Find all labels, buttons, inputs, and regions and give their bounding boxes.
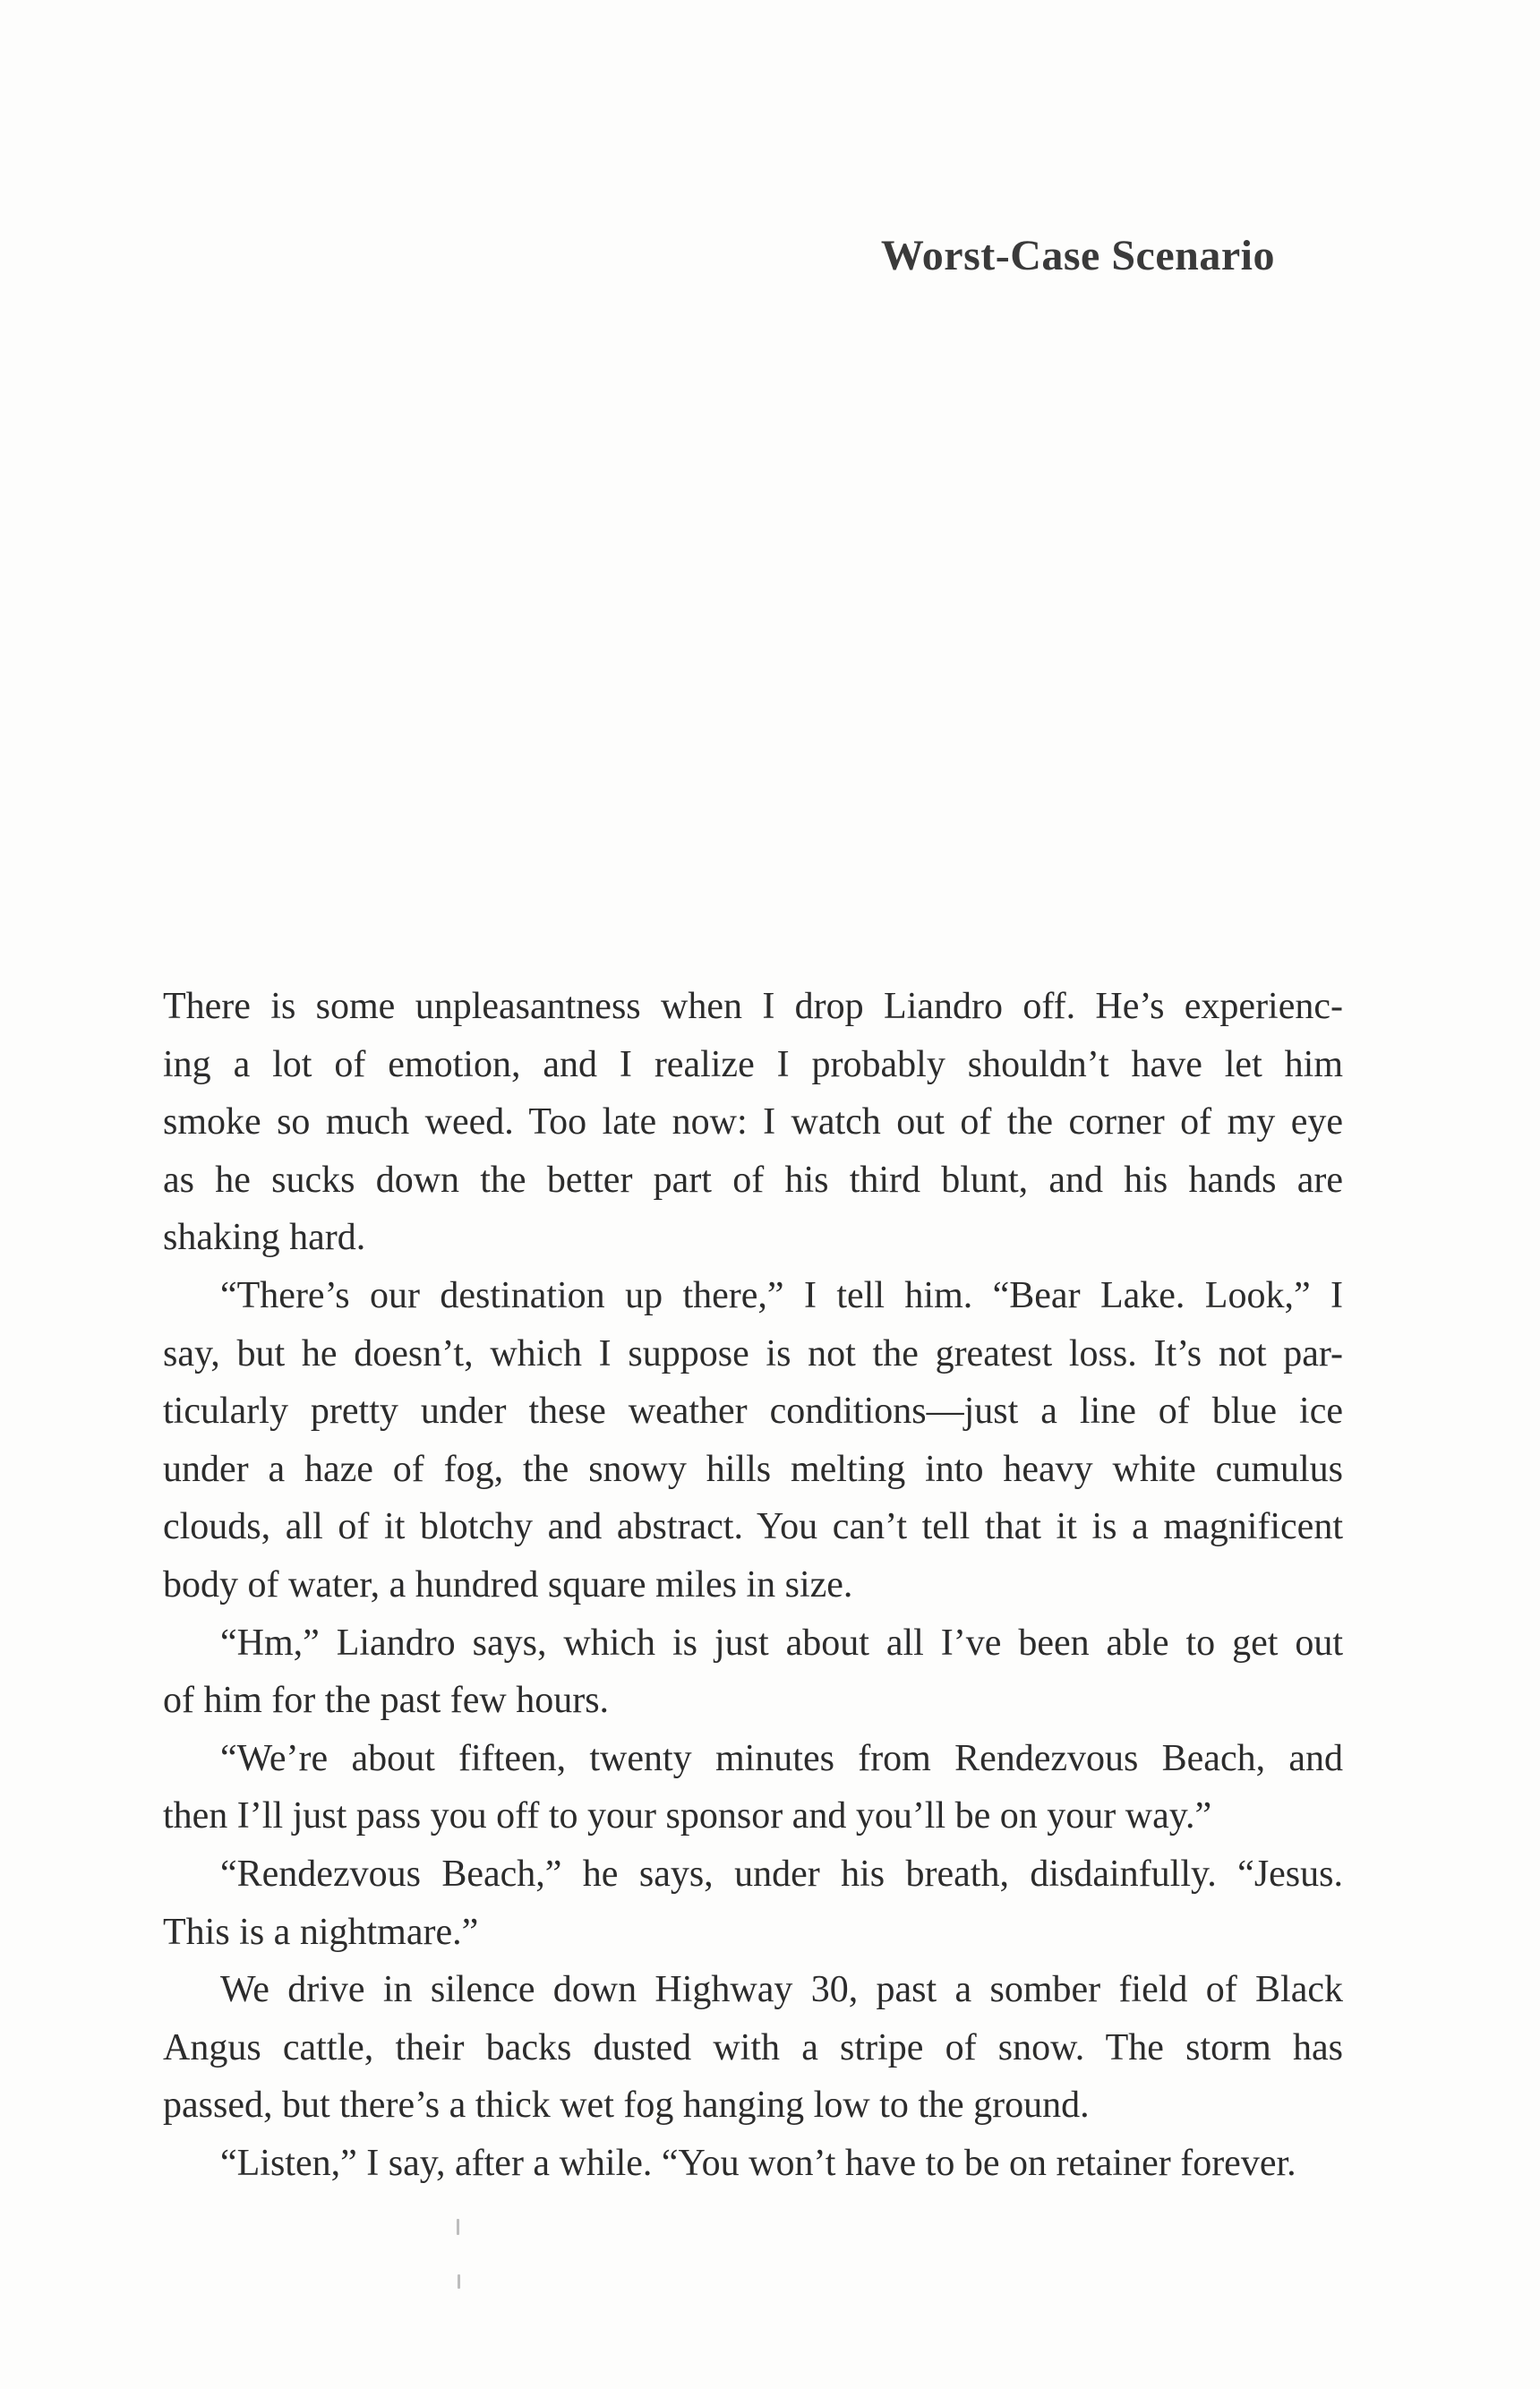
text-line: Angus cattle, their backs dusted with a stripe of snow. The storm has <box>163 2026 1343 2068</box>
text-line: under a haze of fog, the snowy hills melting into heavy white cumulus <box>163 1448 1343 1490</box>
text-line: ticularly pretty under these weather conditions—just a line of blue ice <box>163 1391 1343 1433</box>
text-line: of him for the past few hours. <box>163 1680 610 1722</box>
text-line: ing a lot of emotion, and I realize I probably shouldn’t have let him <box>163 1043 1343 1085</box>
body-text <box>163 978 1343 2192</box>
text-line: shaking hard. <box>163 1217 366 1259</box>
text-line: “There’s our destination up there,” I tell him. “Bear Lake. Look,” I <box>220 1274 1343 1316</box>
text-line: “Hm,” Liandro says, which is just about all I’ve been able to get out <box>220 1622 1343 1664</box>
text-line: We drive in silence down Highway 30, past a somber field of Black <box>220 1969 1343 2011</box>
text-line: smoke so much weed. Too late now: I watch out of the corner of my eye <box>163 1101 1343 1143</box>
text-line: “We’re about fifteen, twenty minutes from Rendezvous Beach, and <box>220 1737 1343 1779</box>
text-line: clouds, all of it blotchy and abstract. You can’t tell that it is a magnificent <box>163 1506 1343 1548</box>
text-line: “Listen,” I say, after a while. “You won’t have to be on retainer forever. <box>220 2142 1296 2184</box>
text-line: passed, but there’s a thick wet fog hanging low to the ground. <box>163 2085 1090 2127</box>
text-line: body of water, a hundred square miles in size. <box>163 1563 853 1606</box>
chapter-title: Worst-Case Scenario <box>880 232 1275 279</box>
scan-mark <box>457 2219 459 2235</box>
text-line: say, but he doesn’t, which I suppose is not the greatest loss. It’s not par- <box>163 1332 1343 1374</box>
text-line: “Rendezvous Beach,” he says, under his breath, disdainfully. “Jesus. <box>220 1853 1343 1895</box>
text-line: This is a nightmare.” <box>163 1911 479 1953</box>
text-line: as he sucks down the better part of his third blunt, and his hands are <box>163 1159 1343 1201</box>
text-line: There is some unpleasantness when I drop Liandro off. He’s experienc- <box>163 986 1343 1027</box>
scan-mark <box>458 2274 460 2289</box>
text-line: then I’ll just pass you off to your sponsor and you’ll be on your way.” <box>163 1795 1212 1837</box>
